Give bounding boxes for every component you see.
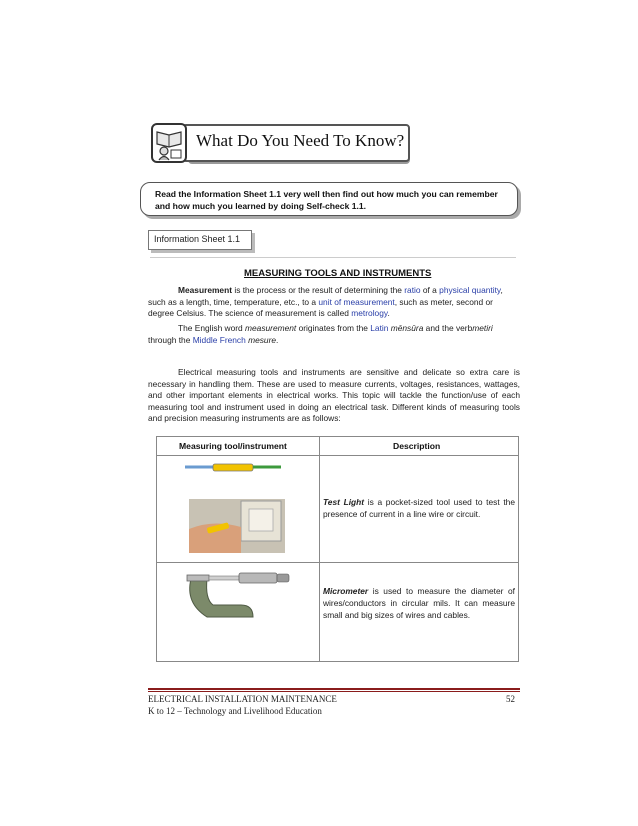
link-ratio[interactable]: ratio [404, 285, 421, 295]
text: , such as meter, second or degree Celsius. The science of measurement is called [148, 296, 493, 319]
text: originates from the [296, 323, 371, 333]
book-reader-icon [150, 122, 190, 164]
table-divider [157, 562, 518, 563]
text: , such as a length, time, temperature, etc., to a [148, 285, 503, 307]
micrometer-name: Micrometer [323, 586, 369, 596]
test-light-image [183, 463, 293, 555]
test-light-name: Test Light [323, 497, 365, 507]
link-metrology[interactable]: metrology [351, 308, 388, 319]
link-physical-quantity[interactable]: physical quantity [439, 285, 501, 295]
text: is the process or the result of determining the [232, 285, 405, 295]
text: through the [148, 334, 193, 345]
section-heading: MEASURING TOOLS AND INSTRUMENTS [244, 268, 432, 279]
tools-table [156, 436, 519, 662]
text: and the verb [423, 323, 473, 333]
footer-course-title: ELECTRICAL INSTALLATION MAINTENANCE [148, 694, 337, 704]
table-divider [157, 455, 518, 456]
link-middle-french[interactable]: Middle French [192, 334, 246, 345]
text: The English word [178, 323, 246, 333]
test-light-description [323, 496, 515, 520]
footer-rule [148, 688, 520, 690]
text: . [387, 308, 390, 319]
table-divider [319, 437, 320, 661]
micrometer-description [323, 585, 515, 621]
information-sheet-tab [148, 230, 252, 250]
section-banner [150, 122, 410, 166]
text: is used to measure the diameter of wires/conductors in circular mils. It can measure small and big sizes of wires and cables. [323, 586, 515, 620]
footer-curriculum: K to 12 – Technology and Livelihood Education [148, 706, 322, 716]
instruction-text: Read the Information Sheet 1.1 very well then find out how much you can remember and how much you learned by doing Self-check 1.1. [155, 189, 498, 211]
italic-term: measurement [245, 323, 297, 333]
text: of a [420, 285, 440, 295]
link-latin[interactable]: Latin [370, 323, 389, 333]
text: Electrical measuring tools and instruments are sensitive and delicate so extra care is necessary in handling them. These are used to measure currents, voltages, resistances, wattages, and other important elements in electrical works. This topic will tackle the function/use of each measuring tool and instrument used in doing an electrical task. Different kinds of measuring tools and precision measuring instruments are as follows: [148, 367, 520, 424]
italic-term: mēnsūra [390, 323, 424, 333]
banner-title: What Do You Need To Know? [196, 131, 405, 150]
information-sheet-label: Information Sheet 1.1 [154, 234, 241, 244]
paragraph-etymology [148, 323, 520, 346]
micrometer-image [183, 569, 293, 625]
paragraph-measurement [148, 285, 520, 320]
text: . [276, 334, 279, 345]
divider [150, 257, 516, 258]
footer-rule [148, 691, 520, 692]
table-header-description: Description [393, 441, 441, 451]
instruction-box [140, 182, 518, 216]
text: is a pocket-sized tool used to test the presence of current in a line wire or circuit. [323, 497, 515, 519]
paragraph-electrical-tools [148, 367, 520, 425]
link-unit-of-measurement[interactable]: unit of measurement [318, 296, 395, 307]
term-measurement: Measurement [178, 285, 232, 295]
italic-term: mesure [248, 334, 277, 345]
page-number: 52 [506, 694, 515, 704]
italic-term: metiri [472, 323, 493, 333]
table-header-tool: Measuring tool/instrument [179, 441, 287, 451]
